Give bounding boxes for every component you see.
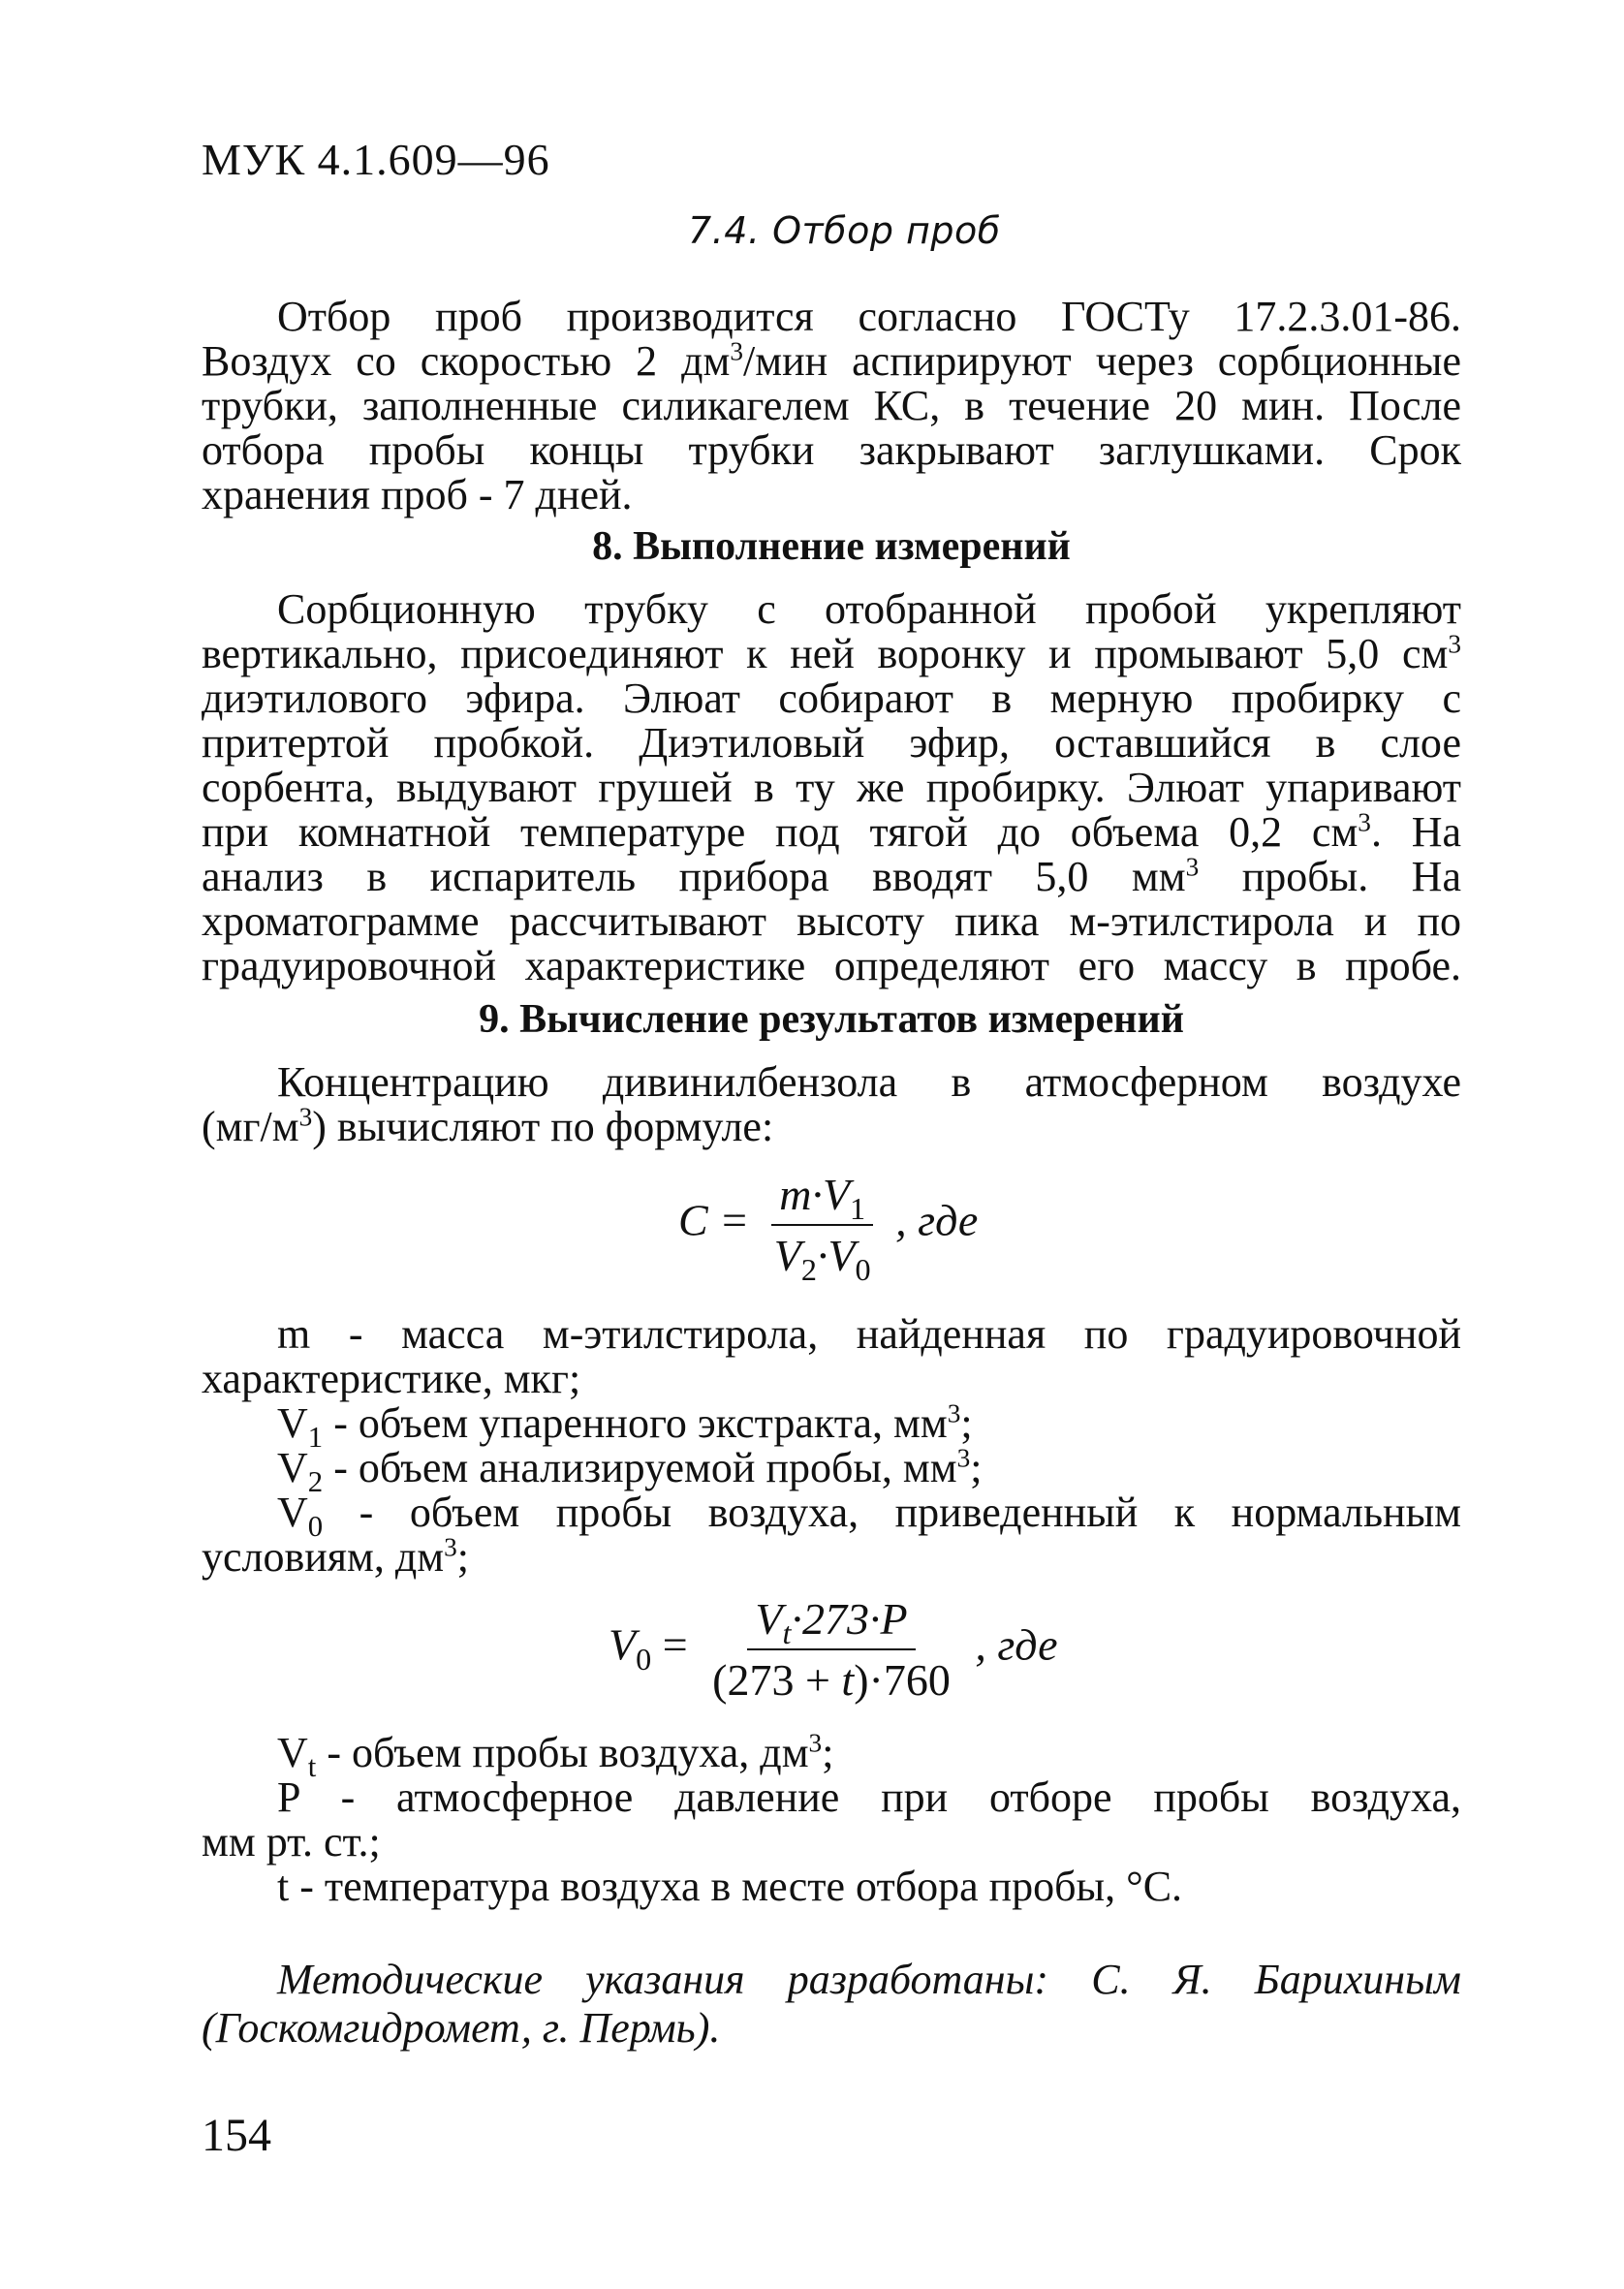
line: t - температура воздуха в месте отбора пробы, °C. [277,1863,1183,1910]
formula-2-definitions [202,1728,1461,1910]
formula-fraction: $\frac{m\cdot V_1}{V_2\cdot V_0}$ [766,1169,879,1281]
formula-concentration: C = $\frac{m\cdot V_1}{V_2\cdot V_0}$ , где [678,1170,979,1288]
line: $V_1$ - объем упаренного экстракта, $мм^3$; [277,1398,973,1454]
section-9-intro [202,1060,1461,1149]
formula-1-definitions [202,1312,1461,1580]
section-7-4-title: 7.4. Отбор проб [688,209,1001,252]
line: Сорбционную трубку с отобранной пробой укрепляют [277,585,1461,633]
line: сорбента, выдувают грушей в ту же пробирку. Элюат упаривают [202,764,1461,811]
formula-fraction: $\frac{V_t\cdot 273\cdot P}{(273 + t)\cdot 760}$ [712,1594,951,1705]
line: трубки, заполненные силикагелем КС, в течение 20 мин. После [202,382,1461,429]
line: анализ в испаритель прибора вводят 5,0 $мм^3$ пробы. На [202,852,1461,900]
line: характеристике, мкг; [202,1355,581,1402]
line: $V_0$ - объем пробы воздуха, приведенный к нормальным [277,1489,1461,1543]
line: $(мг/м^3)$ вычисляют по формуле: [202,1102,774,1150]
line: хроматограмме рассчитывают высоту пика м-этилстирола и по [202,897,1461,945]
line: при комнатной температуре под тягой до объема 0,2 $см^3$. На [202,807,1462,856]
line: отбора пробы концы трубки закрывают заглушками. Срок [202,426,1461,474]
document-code: МУК 4.1.609—96 [202,135,550,184]
section-8-paragraph [202,587,1461,988]
line: мм рт. ст.; [202,1818,381,1866]
formula-normalized-volume: $V_0$ = $\frac{V_t\cdot 273\cdot P}{(273 + t)\cdot 760}$ , где [609,1594,1058,1705]
line: $V_t$ - объем пробы воздуха, $дм^3$; [277,1728,834,1783]
line: m - масса м-этилстирола, найденная по градуировочной [277,1310,1461,1358]
line: Отбор проб производится согласно ГОСТу 17.2.3.01-86. [277,293,1461,340]
page-number: 154 [202,2110,271,2161]
line: градуировочной характеристике определяют его массу в пробе. [202,942,1461,989]
line: вертикально, присоединяют к ней воронку и промывают 5,0 $см^3$ [202,629,1461,677]
line: хранения проб - 7 дней. [202,471,633,518]
line: $V_2$ - объем анализируемой пробы, $мм^3$; [277,1443,983,1498]
line: условиям, $дм^3$; [202,1532,469,1581]
line: притертой пробкой. Диэтиловый эфир, оставшийся в слое [202,719,1461,767]
line: диэтилового эфира. Элюат собирают в мерную пробирку с [202,674,1461,722]
line: Концентрацию дивинилбензола в атмосферном воздухе [277,1058,1461,1106]
line: Воздух со скоростью 2 $дм^3$/мин аспирируют через сорбционные [202,336,1461,385]
section-7-4-paragraph [202,295,1461,517]
line: P - атмосферное давление при отборе пробы воздуха, [277,1773,1461,1821]
section-9-title: 9. Вычисление результатов измерений [479,997,1184,1042]
section-8-title: 8. Выполнение измерений [592,524,1071,569]
authors-note: Методические указания разработаны: С. Я. Барихиным (Госкомгидромет, г. Пермь). [202,1956,1461,2052]
